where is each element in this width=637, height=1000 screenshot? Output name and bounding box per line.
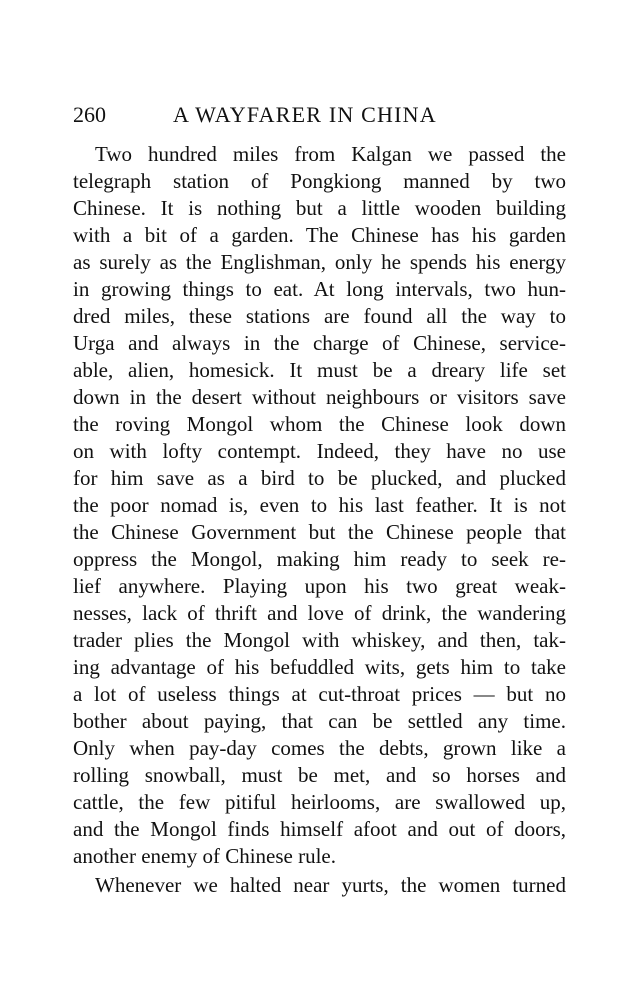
- text-line: and the Mongol finds himself afoot and out of doors,: [73, 817, 566, 841]
- body-text: [73, 141, 566, 899]
- text-line: bother about paying, that can be settled any time.: [73, 709, 566, 733]
- text-line: a lot of useless things at cut-throat prices — but no: [73, 682, 566, 706]
- paragraph-1: [73, 141, 566, 870]
- text-line: for him save as a bird to be plucked, and plucked: [73, 466, 566, 490]
- text-line: Whenever we halted near yurts, the women turned: [95, 873, 566, 897]
- text-line: the roving Mongol whom the Chinese look down: [73, 412, 566, 436]
- text-line: telegraph station of Pongkiong manned by two: [73, 169, 566, 193]
- text-line: Urga and always in the charge of Chinese, service-: [73, 331, 566, 355]
- text-line: ing advantage of his befuddled wits, gets him to take: [73, 655, 566, 679]
- text-line: Chinese. It is nothing but a little wooden building: [73, 196, 566, 220]
- text-line: the poor nomad is, even to his last feather. It is not: [73, 493, 566, 517]
- text-line: with a bit of a garden. The Chinese has his garden: [73, 223, 566, 247]
- text-line: rolling snowball, must be met, and so horses and: [73, 763, 566, 787]
- page-number: 260: [73, 102, 106, 127]
- text-line: as surely as the Englishman, only he spends his energy: [73, 250, 566, 274]
- text-line: nesses, lack of thrift and love of drink, the wandering: [73, 601, 566, 625]
- text-line: on with lofty contempt. Indeed, they have no use: [73, 439, 566, 463]
- text-line: down in the desert without neighbours or visitors save: [73, 385, 566, 409]
- running-head: [73, 101, 473, 129]
- paragraph-2: [73, 872, 566, 899]
- text-line: the Chinese Government but the Chinese people that: [73, 520, 566, 544]
- text-line: trader plies the Mongol with whiskey, and then, tak-: [73, 628, 566, 652]
- text-line: able, alien, homesick. It must be a dreary life set: [73, 358, 566, 382]
- text-line: cattle, the few pitiful heirlooms, are swallowed up,: [73, 790, 566, 814]
- book-title: A WAYFARER IN CHINA: [173, 102, 437, 127]
- text-line: Only when pay-day comes the debts, grown like a: [73, 736, 566, 760]
- text-line: dred miles, these stations are found all the way to: [73, 304, 566, 328]
- text-line: in growing things to eat. At long intervals, two hun-: [73, 277, 566, 301]
- text-line: Two hundred miles from Kalgan we passed the: [95, 142, 566, 166]
- text-line: oppress the Mongol, making him ready to seek re-: [73, 547, 566, 571]
- text-line: lief anywhere. Playing upon his two great weak-: [73, 574, 566, 598]
- text-line: another enemy of Chinese rule.: [73, 844, 336, 868]
